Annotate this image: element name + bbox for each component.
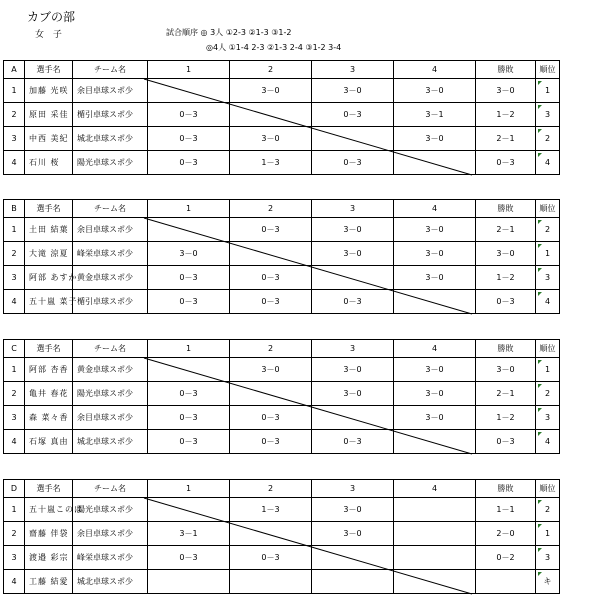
diagonal-stroke	[144, 358, 472, 454]
match-result: 3－0	[230, 358, 312, 382]
header-col-4: 4	[394, 200, 476, 218]
rank	[536, 382, 560, 406]
win-loss: 0－2	[476, 546, 536, 570]
rank	[536, 103, 560, 127]
team-name: 城北卓球スポ少	[73, 127, 148, 151]
header-col-3: 3	[312, 200, 394, 218]
rank-value: 4	[544, 158, 551, 167]
header-player: 選手名	[25, 61, 73, 79]
match-result: 0－3	[312, 430, 394, 454]
match-result: 3－0	[312, 358, 394, 382]
rank	[536, 430, 560, 454]
player-name: 石塚 真由	[25, 430, 73, 454]
player-number: 4	[4, 290, 25, 314]
diagonal-line	[144, 358, 472, 454]
match-result: 3－0	[394, 242, 476, 266]
team-name: 余目卓球スポ少	[73, 79, 148, 103]
match-result: 0－3	[148, 406, 230, 430]
cell-marker-icon	[538, 360, 542, 364]
match-result: 0－3	[148, 382, 230, 406]
match-result: 0－3	[148, 546, 230, 570]
header-col-3: 3	[312, 61, 394, 79]
rank-value: 3	[544, 273, 551, 282]
header-col-2: 2	[230, 61, 312, 79]
diagonal-line	[144, 218, 472, 314]
win-loss: 1－2	[476, 406, 536, 430]
match-result: 3－0	[312, 522, 394, 546]
player-number: 1	[4, 79, 25, 103]
header-team: チーム名	[73, 200, 148, 218]
header-win-loss: 勝敗	[476, 200, 536, 218]
header-team: チーム名	[73, 480, 148, 498]
group-label: C	[4, 340, 25, 358]
match-result: 0－3	[148, 430, 230, 454]
rank	[536, 218, 560, 242]
match-order-4: ◎4人 ①1-4 2-3 ②1-3 2-4 ③1-2 3-4	[206, 43, 342, 52]
category-label: 女 子	[35, 30, 65, 40]
header-win-loss: 勝敗	[476, 61, 536, 79]
player-number: 2	[4, 103, 25, 127]
win-loss: 3－0	[476, 79, 536, 103]
diagonal-stroke	[144, 218, 472, 314]
cell-marker-icon	[538, 292, 542, 296]
rank-value: 2	[544, 134, 551, 143]
match-result: 3－0	[312, 498, 394, 522]
header-rank: 順位	[536, 480, 560, 498]
team-name: 余目卓球スポ少	[73, 406, 148, 430]
cell-marker-icon	[538, 244, 542, 248]
player-name: 土田 結葉	[25, 218, 73, 242]
match-result: 3－0	[312, 242, 394, 266]
player-name: 五十嵐 菜子	[25, 290, 73, 314]
cell-marker-icon	[538, 81, 542, 85]
player-number: 1	[4, 218, 25, 242]
match-result: 3－0	[148, 242, 230, 266]
team-name: 黄金卓球スポ少	[73, 358, 148, 382]
header-player: 選手名	[25, 200, 73, 218]
match-result: 0－3	[230, 406, 312, 430]
header-row	[4, 340, 560, 358]
diagonal-stroke	[144, 79, 472, 175]
player-name: 加藤 光咲	[25, 79, 73, 103]
group-label: D	[4, 480, 25, 498]
group-label: B	[4, 200, 25, 218]
rank	[536, 406, 560, 430]
win-loss: 1－2	[476, 266, 536, 290]
player-number: 2	[4, 242, 25, 266]
header-col-4: 4	[394, 61, 476, 79]
match-result: 0－3	[148, 151, 230, 175]
rank-value: 1	[544, 249, 551, 258]
player-name: 中西 美紀	[25, 127, 73, 151]
team-name: 余目卓球スポ少	[73, 218, 148, 242]
player-name: 阿部 杏香	[25, 358, 73, 382]
rank	[536, 79, 560, 103]
match-result: 0－3	[230, 546, 312, 570]
rank	[536, 358, 560, 382]
match-result: 0－3	[230, 290, 312, 314]
win-loss: 0－3	[476, 290, 536, 314]
player-name: 渡邉 彩宗	[25, 546, 73, 570]
win-loss: 2－1	[476, 382, 536, 406]
cell-marker-icon	[538, 268, 542, 272]
rank	[536, 546, 560, 570]
rank-value: 2	[544, 505, 551, 514]
rank	[536, 151, 560, 175]
match-result: 3－0	[394, 382, 476, 406]
diagonal-line	[144, 79, 472, 175]
header-col-2: 2	[230, 340, 312, 358]
match-result: 3－0	[394, 406, 476, 430]
player-name: 阿部 あすか	[25, 266, 73, 290]
player-number: 3	[4, 127, 25, 151]
cell-marker-icon	[538, 384, 542, 388]
header-col-3: 3	[312, 340, 394, 358]
header-row	[4, 200, 560, 218]
rank-value: 4	[544, 437, 551, 446]
rank	[536, 290, 560, 314]
header-col-1: 1	[148, 480, 230, 498]
rank-value: 1	[544, 365, 551, 374]
team-name: 余目卓球スポ少	[73, 522, 148, 546]
header-col-1: 1	[148, 61, 230, 79]
cell-marker-icon	[538, 105, 542, 109]
cell-marker-icon	[538, 500, 542, 504]
cell-marker-icon	[538, 432, 542, 436]
header-win-loss: 勝敗	[476, 480, 536, 498]
match-result: 3－0	[394, 127, 476, 151]
player-number: 1	[4, 498, 25, 522]
match-result: 0－3	[148, 266, 230, 290]
rank-value: 1	[544, 86, 551, 95]
team-name: 峰栄卓球スポ少	[73, 546, 148, 570]
header-col-3: 3	[312, 480, 394, 498]
player-name: 大滝 涼夏	[25, 242, 73, 266]
rank	[536, 266, 560, 290]
rank-value: キ	[543, 577, 552, 586]
win-loss: 3－0	[476, 358, 536, 382]
header-col-2: 2	[230, 200, 312, 218]
win-loss	[476, 570, 536, 594]
player-number: 4	[4, 151, 25, 175]
cell-marker-icon	[538, 408, 542, 412]
player-number: 1	[4, 358, 25, 382]
diagonal-stroke	[144, 498, 472, 594]
match-result: 0－3	[230, 266, 312, 290]
win-loss: 2－1	[476, 127, 536, 151]
match-result: 3－0	[230, 79, 312, 103]
match-result: 3－0	[312, 218, 394, 242]
match-result: 1－3	[230, 498, 312, 522]
match-result: 1－3	[230, 151, 312, 175]
match-order-3: 試合順序 ◎ 3人 ①2-3 ②1-3 ③1-2	[166, 28, 292, 37]
diagonal-line	[144, 498, 472, 594]
team-name: 陽光卓球スポ少	[73, 151, 148, 175]
player-number: 3	[4, 406, 25, 430]
match-result: 0－3	[148, 290, 230, 314]
rank	[536, 242, 560, 266]
group-label: A	[4, 61, 25, 79]
rank-value: 3	[544, 553, 551, 562]
team-name: 城北卓球スポ少	[73, 570, 148, 594]
header-win-loss: 勝敗	[476, 340, 536, 358]
player-number: 4	[4, 570, 25, 594]
header-player: 選手名	[25, 340, 73, 358]
player-number: 3	[4, 266, 25, 290]
rank-value: 2	[544, 389, 551, 398]
team-name: 楯引卓球スポ少	[73, 290, 148, 314]
player-name: 原田 采佳	[25, 103, 73, 127]
team-name: 陽光卓球スポ少	[73, 498, 148, 522]
player-name: 森 菜々香	[25, 406, 73, 430]
header-col-1: 1	[148, 200, 230, 218]
player-name: 石川 桜	[25, 151, 73, 175]
player-name: 亀井 春花	[25, 382, 73, 406]
match-result: 3－0	[394, 266, 476, 290]
match-result: 3－1	[148, 522, 230, 546]
team-name: 黄金卓球スポ少	[73, 266, 148, 290]
match-result: 0－3	[312, 103, 394, 127]
cell-marker-icon	[538, 548, 542, 552]
cell-marker-icon	[538, 153, 542, 157]
team-name: 峰栄卓球スポ少	[73, 242, 148, 266]
team-name: 楯引卓球スポ少	[73, 103, 148, 127]
header-col-2: 2	[230, 480, 312, 498]
cell-marker-icon	[538, 129, 542, 133]
win-loss: 2－0	[476, 522, 536, 546]
match-result: 3－0	[394, 358, 476, 382]
header-rank: 順位	[536, 200, 560, 218]
match-result: 0－3	[312, 290, 394, 314]
header-rank: 順位	[536, 61, 560, 79]
match-result: 0－3	[148, 127, 230, 151]
win-loss: 1－1	[476, 498, 536, 522]
player-name: 齋藤 伴袋	[25, 522, 73, 546]
rank-value: 4	[544, 297, 551, 306]
player-number: 2	[4, 522, 25, 546]
match-result: 3－0	[312, 79, 394, 103]
match-result: 3－0	[394, 79, 476, 103]
rank	[536, 127, 560, 151]
header-col-1: 1	[148, 340, 230, 358]
player-name: 五十嵐このは	[25, 498, 73, 522]
rank-value: 3	[544, 413, 551, 422]
header-col-4: 4	[394, 340, 476, 358]
cell-marker-icon	[538, 524, 542, 528]
rank-value: 3	[544, 110, 551, 119]
player-number: 3	[4, 546, 25, 570]
cell-marker-icon	[538, 572, 542, 576]
header-team: チーム名	[73, 340, 148, 358]
win-loss: 3－0	[476, 242, 536, 266]
header-player: 選手名	[25, 480, 73, 498]
page-title: カブの部	[27, 10, 76, 24]
rank-value: 1	[544, 529, 551, 538]
team-name: 陽光卓球スポ少	[73, 382, 148, 406]
header-row	[4, 480, 560, 498]
win-loss: 2－1	[476, 218, 536, 242]
match-result: 3－0	[394, 218, 476, 242]
win-loss: 0－3	[476, 151, 536, 175]
header-col-4: 4	[394, 480, 476, 498]
rank	[536, 498, 560, 522]
header-rank: 順位	[536, 340, 560, 358]
win-loss: 1－2	[476, 103, 536, 127]
match-result: 3－0	[312, 382, 394, 406]
match-result: 3－0	[230, 127, 312, 151]
player-number: 2	[4, 382, 25, 406]
player-number: 4	[4, 430, 25, 454]
rank	[536, 522, 560, 546]
match-result: 0－3	[312, 151, 394, 175]
match-result: 0－3	[230, 430, 312, 454]
team-name: 城北卓球スポ少	[73, 430, 148, 454]
match-result: 3－1	[394, 103, 476, 127]
player-name: 工藤 結愛	[25, 570, 73, 594]
cell-marker-icon	[538, 220, 542, 224]
header-row	[4, 61, 560, 79]
win-loss: 0－3	[476, 430, 536, 454]
rank-value: 2	[544, 225, 551, 234]
header-team: チーム名	[73, 61, 148, 79]
rank	[536, 570, 560, 594]
match-result: 0－3	[230, 218, 312, 242]
match-result: 0－3	[148, 103, 230, 127]
